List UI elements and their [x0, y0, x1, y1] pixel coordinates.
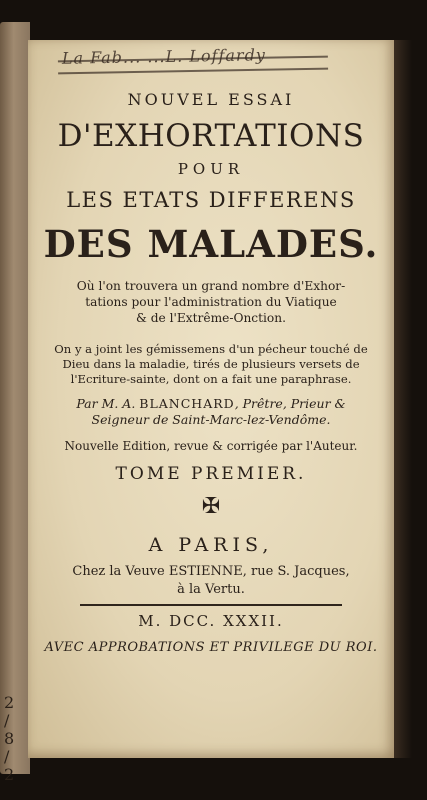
imprint-rule [80, 604, 342, 606]
page-edge-shadow [394, 40, 412, 758]
handwritten-inscription: La Fab... ...L. Loffardy [61, 45, 267, 68]
subtitle-line-1: Où l'on trouvera un grand nombre d'Exhor- [76, 279, 346, 293]
book-cover-edge [0, 22, 30, 784]
imprint-year: M. DCC. XXXII. [138, 612, 284, 630]
edition-note: Nouvelle Edition, revue & corrigée par l'Auteur. [64, 439, 358, 453]
cross-ornament-icon: ✠ [201, 494, 221, 519]
author-line-1 [28, 396, 394, 411]
addendum-line-2: Dieu dans la maladie, tirés de plusieurs versets de [62, 357, 360, 371]
addendum-line-1: On y a joint les gémissemens d'un pécheur touché de [54, 342, 368, 356]
title-page [28, 40, 394, 758]
imprint-publisher: Chez la Veuve ESTIENNE, rue S. Jacques, [72, 564, 350, 579]
imprint-publisher-sign: à la Vertu. [177, 582, 245, 597]
author-prefix: Par M. A. [76, 396, 136, 411]
subtitle-line-2: tations pour l'administration du Viatique [85, 295, 337, 309]
title-line-4: LES ETATS DIFFERENS [66, 188, 356, 212]
subtitle-line-3: & de l'Extrême-Onction. [136, 311, 286, 325]
margin-scribble: 2 / 8 / 2 [4, 693, 15, 784]
imprint-privilege: AVEC APPROBATIONS ET PRIVILEGE DU ROI. [44, 640, 378, 655]
title-line-5: DES MALADES. [43, 222, 379, 266]
title-line-3: POUR [177, 160, 245, 178]
volume-label: TOME PREMIER. [115, 464, 307, 484]
author-line-2: Seigneur de Saint-Marc-lez-Vendôme. [91, 412, 331, 427]
imprint-place: A PARIS, [148, 534, 274, 556]
author-name: BLANCHARD [139, 396, 235, 411]
title-line-1: NOUVEL ESSAI [127, 90, 295, 109]
author-suffix: , Prêtre, Prieur & [234, 396, 346, 411]
title-line-2: D'EXHORTATIONS [57, 118, 365, 154]
addendum-line-3: l'Ecriture-sainte, dont on a fait une paraphrase. [70, 372, 352, 386]
